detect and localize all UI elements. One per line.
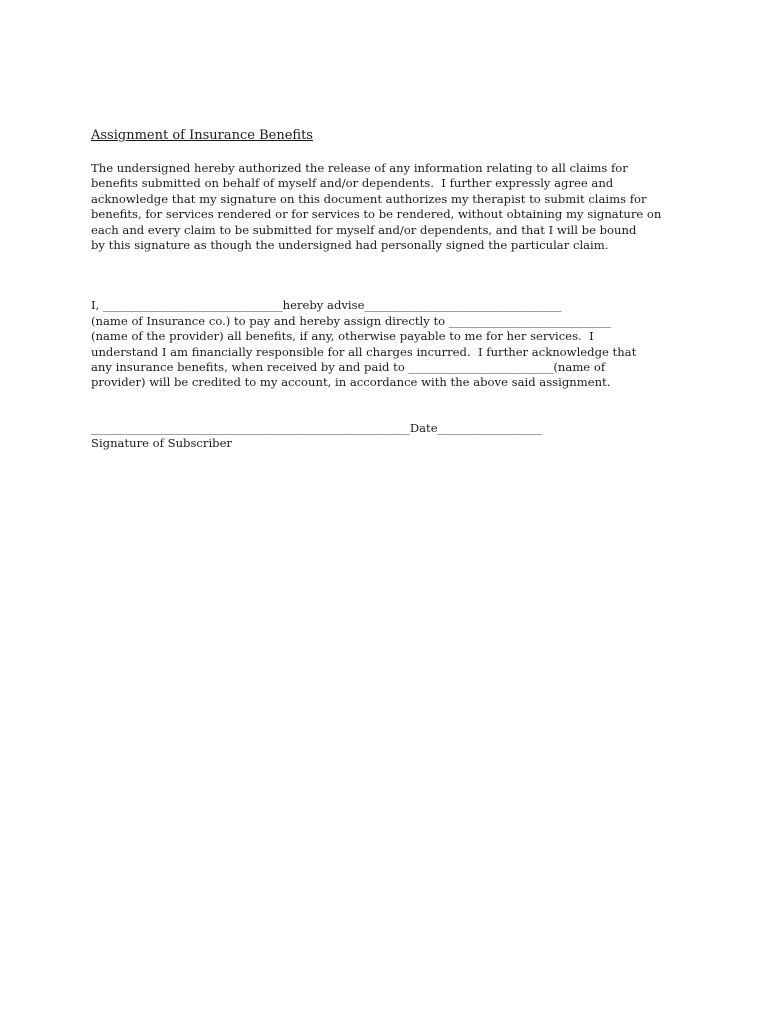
assignment-paragraph — [91, 298, 691, 390]
signature-label: Signature of Subscriber — [91, 436, 232, 451]
paragraph-line: I, _______________________________hereby advise__________________________________ — [91, 298, 562, 313]
paragraph-line: understand I am financially responsible for all charges incurred. I further acknowledge that — [91, 344, 637, 359]
paragraph-line: any insurance benefits, when received by and paid to _________________________(name of — [91, 360, 606, 375]
authorization-paragraph — [91, 161, 691, 253]
paragraph-line: benefits submitted on behalf of myself and/or dependents. I further expressly agree and — [91, 176, 614, 191]
paragraph-line: provider) will be credited to my account, in accordance with the above said assignment. — [91, 375, 611, 390]
paragraph-line: (name of the provider) all benefits, if any, otherwise payable to me for her services. I — [91, 329, 594, 344]
paragraph-line: acknowledge that my signature on this document authorizes my therapist to submit claims for — [91, 191, 647, 206]
document-page — [91, 127, 691, 452]
paragraph-line: by this signature as though the undersigned had personally signed the particular claim. — [91, 238, 609, 253]
signature-date-line: _______________________________________________________Date__________________ — [91, 420, 542, 435]
paragraph-line: each and every claim to be submitted for myself and/or dependents, and that I will be bound — [91, 222, 637, 237]
document-title: Assignment of Insurance Benefits — [91, 128, 313, 143]
paragraph-line: benefits, for services rendered or for services to be rendered, without obtaining my signature on — [91, 207, 662, 222]
signature-block — [91, 421, 691, 452]
paragraph-line: (name of Insurance co.) to pay and hereby assign directly to ____________________________ — [91, 313, 612, 328]
paragraph-line: The undersigned hereby authorized the release of any information relating to all claims for — [91, 161, 628, 175]
